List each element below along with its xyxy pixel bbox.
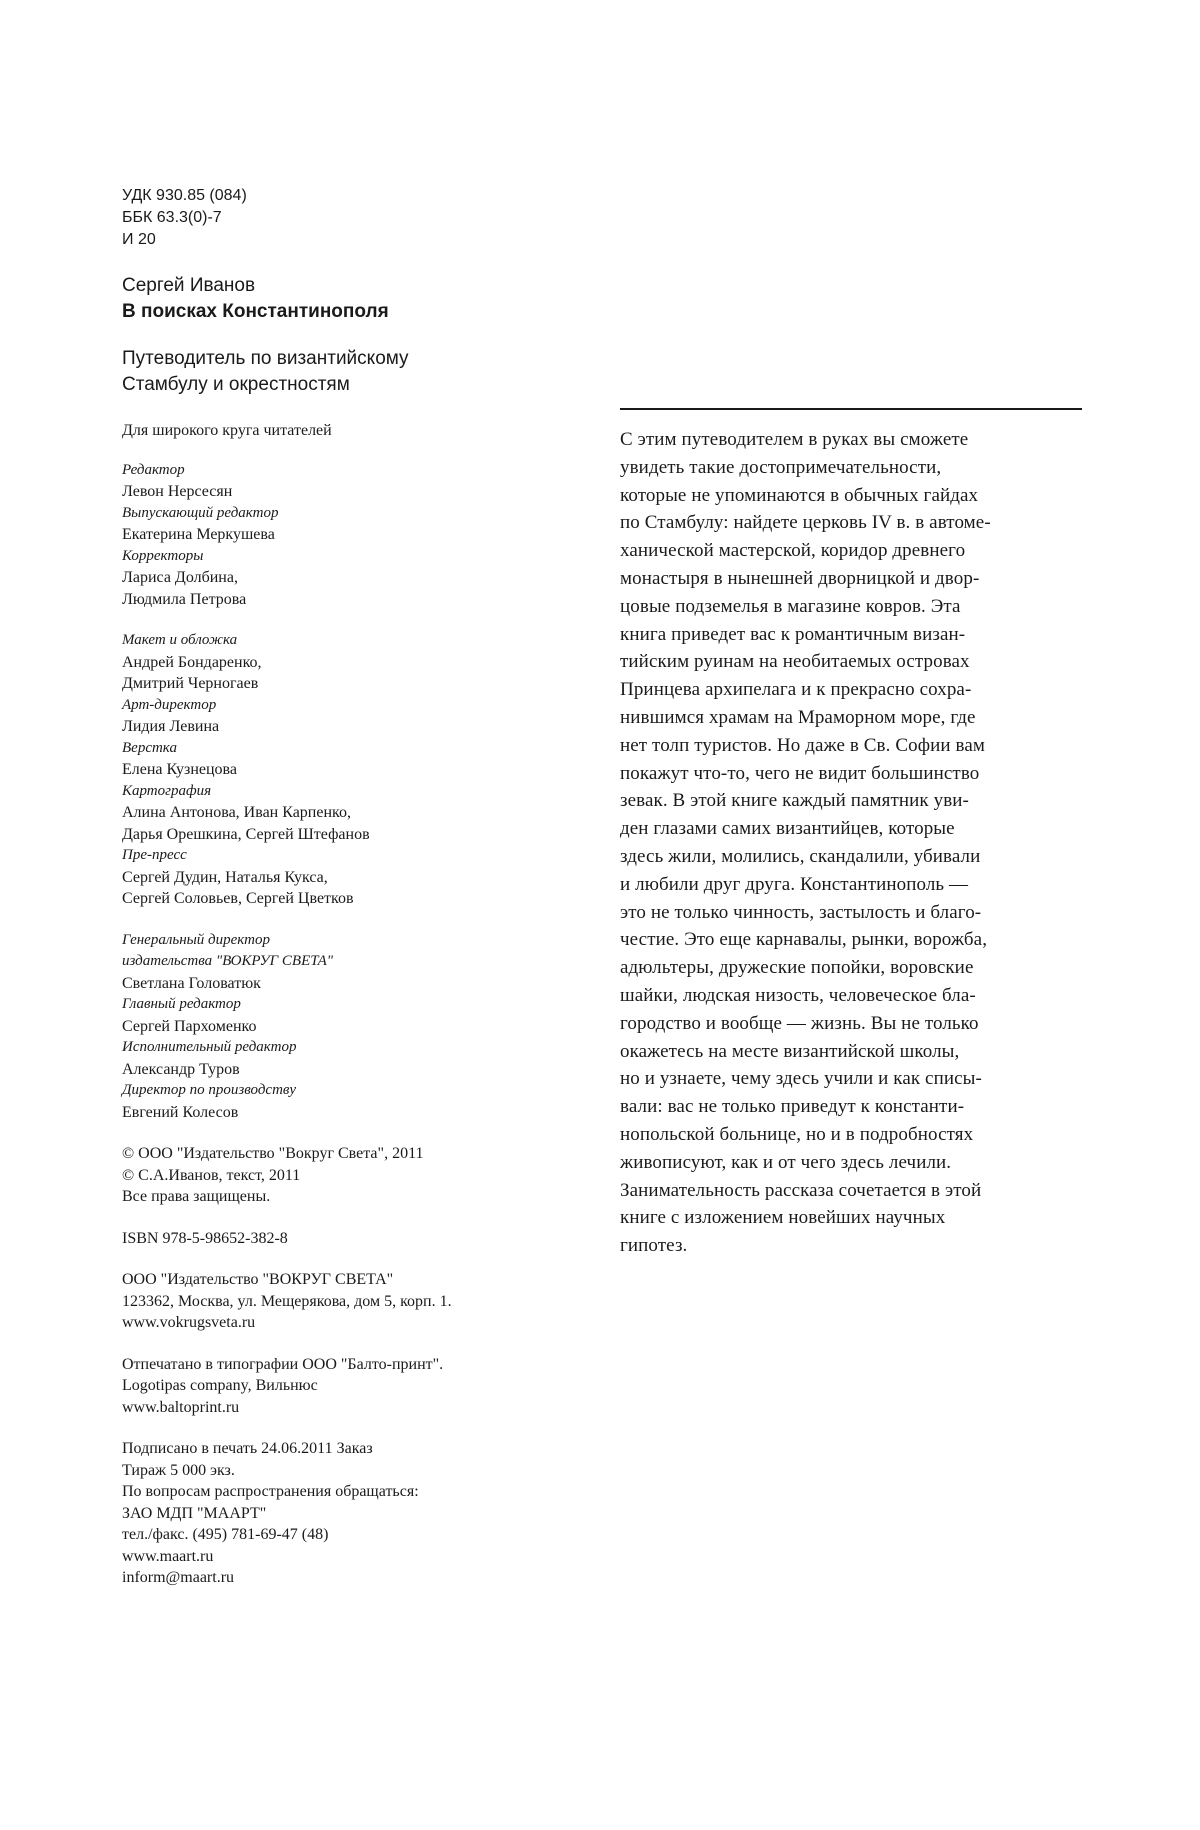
credit-name: Евгений Колесов bbox=[122, 1103, 239, 1121]
annotation-line: это не только чинность, застылость и благо- bbox=[620, 901, 982, 923]
publisher-website: www.vokrugsveta.ru bbox=[122, 1314, 256, 1331]
annotation-line: увидеть такие достопримечательности, bbox=[620, 456, 942, 478]
credits-editorial bbox=[122, 460, 592, 611]
credit-role: издательства "ВОКРУГ СВЕТА" bbox=[122, 953, 334, 969]
copyright-block bbox=[122, 1143, 592, 1208]
annotation-line: цовые подземелья в магазине ковров. Эта bbox=[620, 595, 961, 617]
credits-management bbox=[122, 930, 592, 1124]
credit-name: Сергей Соловьев, Сергей Цветков bbox=[122, 890, 354, 907]
annotation-line: монастыря в нынешней дворницкой и двор- bbox=[620, 567, 980, 589]
annotation-line: окажетесь на месте византийской школы, bbox=[620, 1040, 960, 1062]
credit-name: Алина Антонова, Иван Карпенко, bbox=[122, 804, 351, 821]
annotation-line: адюльтеры, дружеские попойки, воровские bbox=[620, 957, 974, 979]
annotation-line: шайки, людская низость, человеческое бла- bbox=[620, 984, 976, 1006]
credit-role: Генеральный директор bbox=[122, 931, 270, 948]
credits-production bbox=[122, 630, 592, 910]
annotation-line: по Стамбулу: найдете церковь IV в. в автоме- bbox=[620, 512, 991, 534]
annotation-line: С этим путеводителем в руках вы сможете bbox=[620, 429, 969, 450]
credit-name: Дарья Орешкина, Сергей Штефанов bbox=[122, 825, 370, 843]
print-info-line: www.maart.ru bbox=[122, 1547, 214, 1565]
udk-code: УДК 930.85 (084) bbox=[122, 187, 247, 204]
credit-role: Верстка bbox=[122, 739, 177, 756]
subtitle-line: Путеводитель по византийскому bbox=[122, 348, 409, 369]
subtitle-line: Стамбулу и окрестностям bbox=[122, 374, 350, 395]
printer-block bbox=[122, 1354, 592, 1419]
print-info-line: По вопросам распространения обращаться: bbox=[122, 1483, 419, 1500]
credit-name: Сергей Пархоменко bbox=[122, 1017, 257, 1035]
publisher-line: 123362, Москва, ул. Мещерякова, дом 5, корп. 1. bbox=[122, 1292, 452, 1310]
credit-role: Пре-пресс bbox=[122, 847, 187, 863]
annotation-line: живописуют, как и от чего здесь лечили. bbox=[620, 1151, 952, 1173]
copyright-line: © ООО "Издательство "Вокруг Света", 2011 bbox=[122, 1145, 424, 1162]
book-title: В поисках Константинополя bbox=[122, 301, 389, 322]
credit-name: Екатерина Меркушева bbox=[122, 526, 275, 543]
publisher-line: ООО "Издательство "ВОКРУГ СВЕТА" bbox=[122, 1271, 394, 1288]
copyright-line: © С.А.Иванов, текст, 2011 bbox=[122, 1166, 301, 1184]
credit-role: Макет и обложка bbox=[122, 632, 238, 648]
annotation-line: вали: вас не только приведут к константи- bbox=[620, 1096, 965, 1118]
annotation-line: книге с изложением новейших научных bbox=[620, 1207, 946, 1229]
credit-name: Лариса Долбина, bbox=[122, 569, 238, 586]
credit-name: Сергей Дудин, Наталья Кукса, bbox=[122, 868, 328, 886]
credit-name: Людмила Петрова bbox=[122, 590, 247, 608]
credit-role: Редактор bbox=[122, 461, 185, 478]
annotation-line: и любили друг друга. Константинополь — bbox=[620, 873, 969, 895]
book-subtitle bbox=[122, 346, 592, 398]
print-info-line: inform@maart.ru bbox=[122, 1569, 235, 1586]
annotation-text bbox=[620, 426, 1082, 1260]
imprint-column bbox=[122, 185, 592, 1589]
printer-line: Logotipas company, Вильнюс bbox=[122, 1377, 318, 1394]
annotation-line: гипотез. bbox=[620, 1235, 688, 1257]
annotation-line: тийским руинам на необитаемых островах bbox=[620, 651, 970, 673]
annotation-line: которые не упоминаются в обычных гайдах bbox=[620, 484, 979, 506]
credit-role: Арт-директор bbox=[122, 696, 217, 713]
credit-role: Главный редактор bbox=[122, 996, 241, 1012]
annotation-line: ханической мастерской, коридор древнего bbox=[620, 540, 966, 562]
print-info-line: тел./факс. (495) 781-69-47 (48) bbox=[122, 1526, 329, 1543]
publisher-block bbox=[122, 1269, 592, 1334]
annotation-line: зевак. В этой книге каждый памятник уви- bbox=[620, 790, 969, 812]
print-info-line: Подписано в печать 24.06.2011 Заказ bbox=[122, 1440, 373, 1457]
annotation-line: нопольской больнице, но и в подробностях bbox=[620, 1123, 974, 1145]
credit-role: Исполнительный редактор bbox=[122, 1039, 297, 1055]
print-info-line: Тираж 5 000 экз. bbox=[122, 1461, 235, 1479]
printer-website: www.baltoprint.ru bbox=[122, 1398, 240, 1416]
annotation-line: Занимательность рассказа сочетается в этой bbox=[620, 1179, 982, 1201]
annotation-line: нившимся храмам на Мраморном море, где bbox=[620, 706, 976, 728]
credit-role: Картография bbox=[122, 782, 212, 799]
credit-name: Светлана Головатюк bbox=[122, 974, 261, 992]
annotation-line: нет толп туристов. Но даже в Св. Софии вам bbox=[620, 734, 985, 756]
isbn: ISBN 978-5-98652-382-8 bbox=[122, 1229, 288, 1247]
annotation-line: но и узнаете, чему здесь учили и как списы- bbox=[620, 1068, 982, 1090]
annotation-line: здесь жили, молились, скандалили, убивали bbox=[620, 845, 981, 867]
annotation-line: ден глазами самих византийцев, которые bbox=[620, 818, 955, 840]
annotation-rule bbox=[620, 408, 1082, 410]
author-mark: И 20 bbox=[122, 231, 156, 248]
bbk-code: ББК 63.3(0)-7 bbox=[122, 209, 222, 226]
credit-name: Лидия Левина bbox=[122, 718, 220, 735]
classification-codes bbox=[122, 185, 592, 251]
author-name: Сергей Иванов bbox=[122, 275, 256, 296]
annotation-line: честие. Это еще карнавалы, рынки, ворожба, bbox=[620, 929, 988, 951]
copyright-line: Все права защищены. bbox=[122, 1188, 271, 1205]
annotation-column bbox=[620, 408, 1082, 1260]
credit-role: Выпускающий редактор bbox=[122, 504, 279, 521]
credit-name: Дмитрий Черногаев bbox=[122, 675, 259, 692]
printer-line: Отпечатано в типографии ООО "Балто-принт". bbox=[122, 1355, 444, 1373]
credit-role: Директор по производству bbox=[122, 1082, 297, 1098]
print-info-line: ЗАО МДП "МААРТ" bbox=[122, 1504, 267, 1522]
credit-role: Корректоры bbox=[122, 547, 204, 564]
credit-name: Андрей Бондаренко, bbox=[122, 653, 262, 671]
credit-name: Елена Кузнецова bbox=[122, 761, 237, 778]
credit-name: Левон Нерсесян bbox=[122, 483, 233, 500]
print-info-block bbox=[122, 1438, 592, 1589]
audience-note: Для широкого круга читателей bbox=[122, 422, 332, 439]
annotation-line: покажут что-то, чего не видит большинство bbox=[620, 762, 980, 784]
annotation-line: книга приведет вас к романтичным визан- bbox=[620, 623, 966, 645]
annotation-line: Принцева архипелага и к прекрасно сохра- bbox=[620, 679, 972, 701]
annotation-line: городство и вообще — жизнь. Вы не только bbox=[620, 1012, 979, 1034]
credit-name: Александр Туров bbox=[122, 1060, 240, 1078]
